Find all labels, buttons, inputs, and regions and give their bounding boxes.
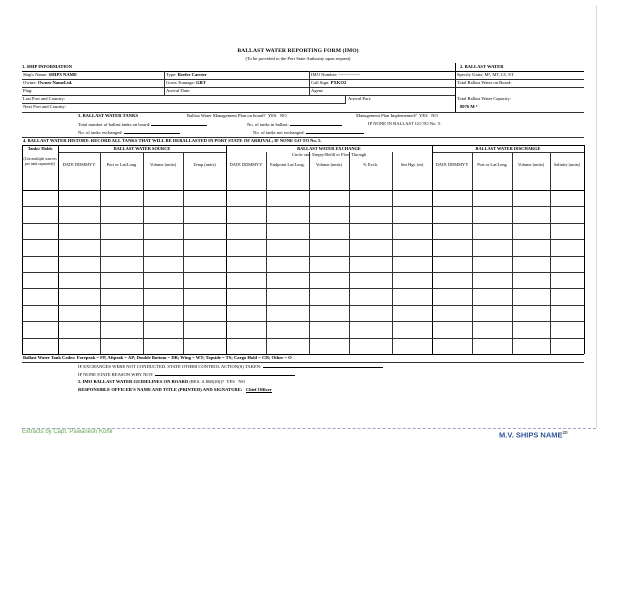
table-column-line	[100, 152, 101, 354]
type-value: Reefer Carrier	[177, 72, 207, 77]
imo-field	[311, 72, 360, 77]
plan-label: Ballast Water Management Plan on board?	[187, 113, 266, 118]
page-number: 20	[562, 430, 568, 435]
source-col-port: Port or Lat/Long	[106, 162, 137, 167]
section4-heading: 4. BALLAST WATER HISTORY: RECORD ALL TANKS THAT WILL BE DEBALLASTED IN PORT STATE OF ARRIVAL; IF NONE GO TO No. 5.	[23, 138, 322, 143]
source-col-volume: Volume (units)	[149, 162, 177, 167]
guidelines-question	[78, 379, 245, 384]
implemented-no-option[interactable]: NO	[431, 113, 438, 118]
implemented-yes-option[interactable]: YES	[419, 113, 428, 118]
form-title: BALLAST WATER REPORTING FORM (IMO)	[237, 48, 359, 54]
total-tanks-field	[78, 121, 207, 127]
tanks-exchanged-label: No. of tanks exchanged:	[78, 130, 123, 135]
table-column-line	[550, 152, 551, 354]
table-header-divider	[22, 190, 584, 191]
page-border	[596, 5, 597, 428]
next-port-label: Next Port and Country:	[23, 104, 66, 109]
footer-ship-name	[499, 430, 568, 440]
discharge-col-port: Port or Lat/Long	[477, 162, 507, 167]
table-row	[22, 223, 584, 224]
total-tanks-input[interactable]	[151, 121, 207, 126]
not-conducted-input[interactable]	[263, 363, 383, 368]
if-none-input[interactable]	[155, 371, 295, 376]
exchange-circle-note: Circle one: Empty/Refill or Flow Through	[291, 152, 367, 157]
units-label: Specify Units: M³, MT, LT, ST	[457, 72, 514, 77]
imo-value: --------------	[338, 72, 360, 77]
guidelines-ref: (RES. A.868(20))?	[189, 379, 224, 384]
table-column-line	[584, 145, 585, 354]
guidelines-yes-option[interactable]: YES	[226, 379, 235, 384]
tanks-in-ballast-label: No. of tanks in ballast:	[247, 122, 289, 127]
source-heading: BALLAST WATER SOURCE	[113, 146, 171, 151]
table-column-line	[349, 152, 350, 354]
table-column-line	[22, 145, 23, 354]
divider	[22, 95, 455, 96]
source-col-temp: Temp (units)	[193, 162, 216, 167]
gross-tonnage-field	[166, 80, 206, 85]
exchange-heading: BALLAST WATER EXCHANGE	[297, 146, 361, 151]
table-column-line	[309, 152, 310, 354]
call-sign-field	[311, 80, 346, 85]
section3-heading: 3. BALLAST WATER TANKS	[78, 113, 139, 118]
table-column-line	[226, 145, 227, 354]
exchange-col-endpoint: Endpoint Lat/Long.	[270, 162, 305, 167]
arrival-port-label: Arrival Port:	[348, 96, 372, 101]
table-row	[22, 239, 584, 240]
divider	[58, 152, 226, 153]
form-subtitle: (To be provided to the Port State Authority upon request)	[245, 56, 351, 61]
ships-name-field	[23, 72, 77, 77]
table-row	[22, 288, 584, 289]
tanks-not-exchanged-field	[253, 129, 364, 135]
gross-tonnage-label: Gross Tonnage:	[166, 80, 195, 85]
plan-yes-option[interactable]: YES	[267, 113, 277, 118]
table-row	[22, 305, 584, 306]
gross-tonnage-value: GRT	[195, 80, 206, 85]
type-field	[166, 72, 207, 77]
total-on-board-label: Total Ballast Water on Board:	[457, 80, 512, 85]
if-none-field	[78, 371, 295, 377]
table-column-line	[58, 145, 59, 354]
table-column-line	[432, 145, 433, 354]
tanks-holds-note: (List multiple sources per tank separately)	[23, 157, 57, 166]
call-sign-label: Call Sign:	[311, 80, 330, 85]
exchange-col-sea-height: Sea Hgt. (m)	[400, 162, 424, 167]
call-sign-value: PXKO2	[330, 80, 347, 85]
table-column-line	[472, 152, 473, 354]
owner-value: Owner NameLtd.	[37, 80, 73, 85]
table-row	[22, 256, 584, 257]
plan-no-option[interactable]: NO	[279, 113, 287, 118]
officer-value: Chief Officer	[245, 387, 272, 392]
implemented-question	[356, 113, 438, 118]
divider	[164, 71, 165, 95]
source-col-date: DATE DDMMYY	[62, 162, 96, 167]
imo-label: IMO Number:	[311, 72, 338, 77]
discharge-heading: BALLAST WATER DISCHARGE	[475, 146, 541, 151]
discharge-col-salinity: Salinity (units)	[553, 162, 581, 167]
implemented-label: Management Plan Implemented?	[356, 113, 417, 118]
flag-label: Flag:	[23, 88, 33, 93]
tanks-holds-label: Tanks/ Holds	[27, 146, 53, 151]
table-row	[22, 321, 584, 322]
divider	[345, 95, 346, 104]
agent-label: Agent:	[311, 88, 324, 93]
exchange-col-exch: % Exch.	[363, 162, 378, 167]
tanks-exchanged-field	[78, 129, 180, 135]
tanks-exchanged-input[interactable]	[124, 129, 180, 134]
table-row	[22, 338, 584, 339]
arrival-date-label: Arrival Date:	[166, 88, 191, 93]
table-column-line	[512, 152, 513, 354]
total-tanks-label: Total number of ballast tanks on board:	[78, 122, 151, 127]
owner-field	[23, 80, 72, 85]
footer-ship-name-text: M.V. SHIPS NAME	[499, 430, 563, 440]
table-column-line	[143, 152, 144, 354]
not-conducted-field	[78, 363, 383, 369]
discharge-col-date: DATE DDMMYY	[435, 162, 469, 167]
ships-name-value: SHIPS NAME	[48, 72, 78, 77]
not-conducted-label: IF EXCHANGES WERE NOT CONDUCTED, STATE OTHER CONTROL ACTION(S) TAKEN:	[78, 364, 262, 369]
table-row	[22, 272, 584, 273]
tanks-in-ballast-field	[247, 121, 342, 127]
divider	[22, 87, 584, 88]
table-column-line	[183, 152, 184, 354]
tank-codes-label: Ballast Water Tank Codes:	[23, 355, 76, 360]
section2-heading: 2. BALLAST WATER	[460, 64, 504, 69]
discharge-col-volume: Volume (units)	[517, 162, 545, 167]
section1-heading: 1. SHIP INFORMATION	[22, 64, 73, 69]
divider	[432, 152, 584, 153]
officer-label: RESPONSIBLE OFFICER'S NAME AND TITLE (PRINTED) AND SIGNATURE:	[78, 387, 243, 392]
divider	[22, 103, 345, 104]
divider	[309, 71, 310, 95]
owner-label: Owner:	[23, 80, 37, 85]
officer-field	[78, 387, 272, 393]
divider	[455, 63, 456, 113]
if-none-label: IF NONE STATE REASON WHY NOT:	[78, 372, 154, 377]
tank-codes-line	[23, 355, 292, 360]
tanks-not-exchanged-label: No. of tanks not exchanged:	[253, 130, 305, 135]
guidelines-no-option[interactable]: NO	[238, 379, 245, 384]
footer-credit: Extracts by Capt. Pawanesh Kohli	[22, 429, 113, 435]
tanks-not-exchanged-input[interactable]	[306, 129, 364, 134]
exchange-col-volume: Volume (units)	[315, 162, 343, 167]
tank-codes-values: Forepeak = FP, Aftpeak = AP; Double Bottom = DB; Wing = WT; Topside = TS; Cargo Hold = CH; Other = O	[76, 355, 292, 360]
if-none-note: IF NONE IN BALLAST GO TO No. 5.	[368, 121, 442, 126]
exchange-col-date: DATE DDMMYY	[229, 162, 263, 167]
last-port-label: Last Port and Country:	[23, 96, 65, 101]
table-column-line	[266, 152, 267, 354]
plan-question	[187, 113, 287, 118]
table-column-line	[392, 152, 393, 354]
capacity-value: 8076 M ³	[460, 104, 478, 109]
tanks-in-ballast-input[interactable]	[290, 121, 342, 126]
ships-name-label: Ship's Name:	[23, 72, 48, 77]
capacity-label: Total Ballast Water Capacity:	[457, 96, 511, 101]
guidelines-label: 5. IMO BALLAST WATER GUIDELINES ON BOARD	[78, 379, 189, 384]
table-row	[22, 206, 584, 207]
type-label: Type:	[166, 72, 177, 77]
